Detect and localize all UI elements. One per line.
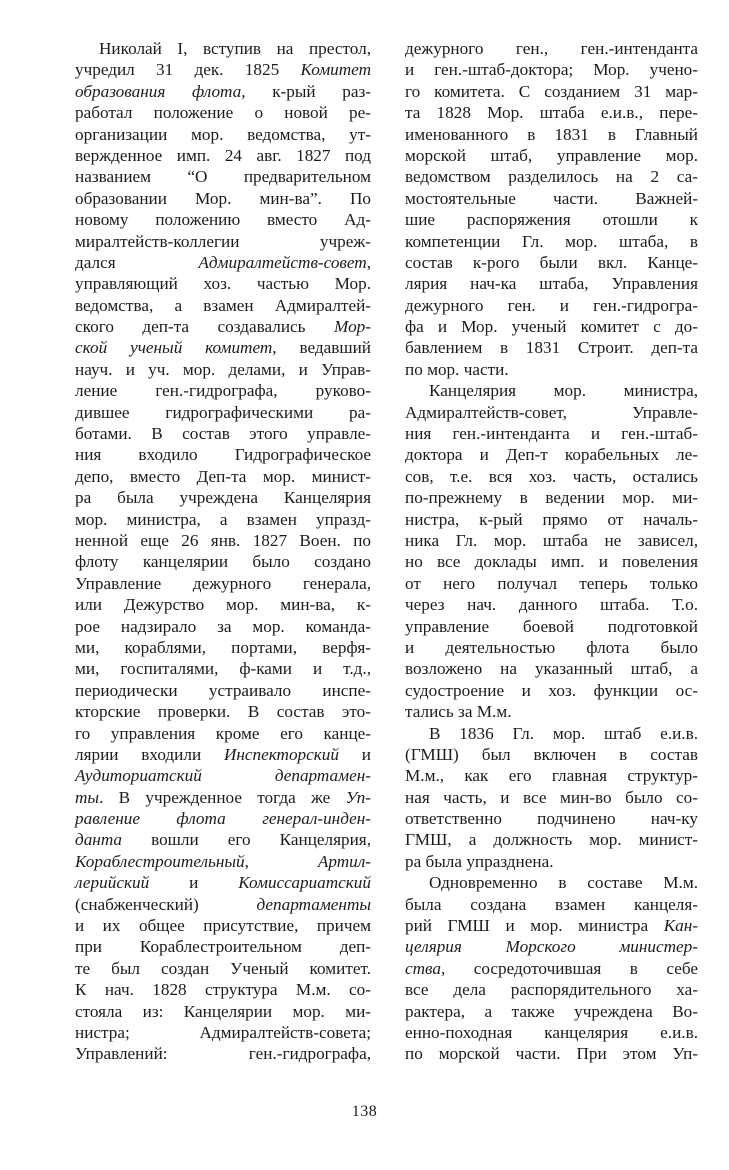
text-segment: шие распоряжения отошли к <box>405 210 698 230</box>
text-segment: и их общее присутствие, причем <box>75 916 371 936</box>
text-segment: ра была упразднена. <box>405 851 554 871</box>
text-segment: Адмиралтейств-совет, Управле- <box>405 402 698 422</box>
italic-term: Аудиториатский департамен- <box>75 766 371 786</box>
left-column-line <box>75 1001 371 1022</box>
left-column-line <box>75 894 371 915</box>
italic-term: ской ученый комитет <box>75 338 273 358</box>
italic-term: Адмиралтейств-совет <box>198 252 367 272</box>
left-text-column <box>75 38 371 1065</box>
right-column-line <box>405 765 698 786</box>
text-segment: компетенции Гл. мор. штаба, в <box>405 231 698 251</box>
right-column-line <box>405 723 698 744</box>
right-column-line <box>405 145 698 166</box>
text-segment: Канцелярия мор. министра, <box>429 381 698 401</box>
text-segment: периодически устраивало инспе- <box>75 680 371 700</box>
right-column-line <box>405 487 698 508</box>
text-segment: вержденное имп. 24 авг. 1827 под <box>75 145 371 165</box>
left-column-line <box>75 680 371 701</box>
right-column-line <box>405 402 698 423</box>
text-segment: именованного в 1831 в Главный <box>405 124 698 144</box>
text-segment: организации мор. ведомства, ут- <box>75 124 371 144</box>
left-column-line <box>75 573 371 594</box>
text-segment: была создана взамен канцеля- <box>405 894 698 914</box>
text-segment: ского деп-та создавались <box>75 317 334 337</box>
text-segment: и деятельностью флота было <box>405 637 698 657</box>
text-segment: ведомства, а взамен Адмиралтей- <box>75 295 371 315</box>
text-segment: Николай I, вступив на престол, <box>99 39 371 58</box>
italic-term: целярия Морского министер- <box>405 937 698 957</box>
italic-term: Инспекторский <box>223 744 339 764</box>
text-segment: и <box>149 873 239 893</box>
text-segment: ненной еще 26 янв. 1827 Воен. по <box>75 530 371 550</box>
left-column-line <box>75 423 371 444</box>
text-segment: состав к-рого были вкл. Канце- <box>405 252 698 272</box>
left-column-line <box>75 188 371 209</box>
left-column-line <box>75 1022 371 1043</box>
left-column-line <box>75 487 371 508</box>
text-segment: ника Гл. мор. штаба не зависел, <box>405 530 698 550</box>
text-segment: фа и Мор. ученый комитет с до- <box>405 317 698 337</box>
text-segment: сов, т.е. вся хоз. часть, остались <box>405 466 698 486</box>
right-column-line <box>405 166 698 187</box>
text-segment: образовании Мор. мин-ва”. По <box>75 188 371 208</box>
italic-term: ства <box>405 958 441 978</box>
right-column-line <box>405 787 698 808</box>
right-column-line <box>405 188 698 209</box>
text-segment: к-рый раз- <box>245 81 372 101</box>
italic-term: Мор- <box>334 317 371 337</box>
right-column-line <box>405 637 698 658</box>
right-column-line <box>405 1043 698 1064</box>
text-segment: нистра, к-рый прямо от началь- <box>405 509 698 529</box>
text-segment: ботами. В состав этого управле- <box>75 424 371 444</box>
text-segment: при Кораблестроительном деп- <box>75 937 371 957</box>
right-column-line <box>405 894 698 915</box>
text-segment: енно-походная канцелярия е.и.в. <box>405 1022 698 1042</box>
text-segment: те был создан Ученый комитет. <box>75 958 371 978</box>
italic-term: образования флота, <box>75 81 246 101</box>
italic-term: Кан- <box>663 916 698 936</box>
left-column-line <box>75 252 371 273</box>
italic-term: Уп- <box>345 787 371 807</box>
right-column-line <box>405 808 698 829</box>
left-column-line <box>75 145 371 166</box>
text-segment: но все доклады имп. и повеления <box>405 552 698 572</box>
right-column-line <box>405 616 698 637</box>
text-segment: ния входило Гидрографическое <box>75 445 371 465</box>
left-column-line <box>75 166 371 187</box>
text-segment: новому положению вместо Ад- <box>75 210 371 230</box>
right-column-line <box>405 209 698 230</box>
left-column-line <box>75 744 371 765</box>
text-segment: через нач. данного штаба. Т.о. <box>405 595 698 615</box>
right-column-line <box>405 295 698 316</box>
text-segment: кторские проверки. В состав это- <box>75 702 371 722</box>
text-segment: лярия нач-ка штаба, Управления <box>405 274 698 294</box>
text-segment: учредил 31 дек. 1825 <box>75 60 301 80</box>
text-segment: , <box>244 851 318 871</box>
page-number: 138 <box>351 1103 378 1120</box>
left-column-line <box>75 915 371 936</box>
right-column-line <box>405 380 698 401</box>
left-column-line <box>75 958 371 979</box>
left-column-line <box>75 936 371 957</box>
left-column-line <box>75 765 371 786</box>
left-column-line <box>75 787 371 808</box>
text-segment: та 1828 Мор. штаба е.и.в., пере- <box>405 103 698 123</box>
text-segment: го управления кроме его канце- <box>75 723 371 743</box>
text-segment: го комитета. С созданием 31 мар- <box>405 81 698 101</box>
left-column-line <box>75 444 371 465</box>
text-segment: дежурного ген. и ген.-гидрогра- <box>405 295 698 315</box>
left-column-line <box>75 509 371 530</box>
right-column-line <box>405 81 698 102</box>
left-column-line <box>75 466 371 487</box>
left-column-line <box>75 979 371 1000</box>
text-segment: ния ген.-интенданта и ген.-штаб- <box>405 424 698 444</box>
text-segment: ми, кораблями, портами, верфя- <box>75 637 371 657</box>
text-segment: К нач. 1828 структура М.м. со- <box>75 980 371 1000</box>
text-segment: ление ген.-гидрографа, руково- <box>75 381 371 401</box>
text-segment: возложено на указанный штаб, а <box>405 659 698 679</box>
right-column-line <box>405 979 698 1000</box>
text-segment: , сосредоточившая в себе <box>440 958 698 978</box>
text-segment: бавлением в 1831 Строит. деп-та <box>405 338 698 358</box>
text-segment: рактера, а также учреждена Во- <box>405 1001 698 1021</box>
text-segment: ГМШ, а должность мор. минист- <box>405 830 698 850</box>
text-segment: тались за М.м. <box>405 702 512 722</box>
right-column-line <box>405 231 698 252</box>
right-column-line <box>405 829 698 850</box>
left-column-line <box>75 359 371 380</box>
left-column-line <box>75 530 371 551</box>
left-column-line <box>75 209 371 230</box>
right-column-line <box>405 1022 698 1043</box>
right-column-line <box>405 701 698 722</box>
right-column-line <box>405 851 698 872</box>
text-segment: работал положение о новой ре- <box>75 103 371 123</box>
left-column-line <box>75 402 371 423</box>
right-column-line <box>405 337 698 358</box>
left-column-line <box>75 124 371 145</box>
right-column-line <box>405 936 698 957</box>
text-segment: Управлений: ген.-гидрографа, <box>75 1044 371 1064</box>
right-column-line <box>405 252 698 273</box>
text-segment: управление боевой подготовкой <box>405 616 698 636</box>
text-segment: судостроение и хоз. функции ос- <box>405 680 698 700</box>
left-column-line <box>75 551 371 572</box>
text-segment: по мор. части. <box>405 359 509 379</box>
text-segment: науч. и уч. мор. делами, и Управ- <box>75 359 371 379</box>
left-column-line <box>75 273 371 294</box>
text-segment: флоту канцелярии было создано <box>75 552 371 572</box>
right-column-line <box>405 59 698 80</box>
right-text-column <box>405 38 698 1065</box>
right-column-line <box>405 530 698 551</box>
text-segment: или Дежурство мор. мин-ва, к- <box>75 595 371 615</box>
left-column-line <box>75 723 371 744</box>
text-segment: доктора и Деп-т корабельных ле- <box>405 445 698 465</box>
left-column-line <box>75 658 371 679</box>
left-column-line <box>75 38 371 59</box>
left-column-line <box>75 1043 371 1064</box>
right-column-line <box>405 102 698 123</box>
text-segment: (снабженческий) <box>75 894 257 914</box>
text-segment: от него получал теперь только <box>405 573 698 593</box>
text-segment: Одновременно в составе М.м. <box>429 873 698 893</box>
right-column-line <box>405 423 698 444</box>
text-segment: миралтейств-коллегии учреж- <box>75 231 371 251</box>
left-column-line <box>75 316 371 337</box>
left-column-line <box>75 59 371 80</box>
text-segment: ная часть, и все мин-во было со- <box>405 787 698 807</box>
text-segment: , <box>366 252 371 272</box>
text-segment: морской штаб, управление мор. <box>405 145 698 165</box>
text-segment: названием “О предварительном <box>75 167 371 187</box>
right-column-line <box>405 958 698 979</box>
left-column-line <box>75 637 371 658</box>
right-column-line <box>405 444 698 465</box>
text-segment: нистра; Адмиралтейств-совета; <box>75 1022 371 1042</box>
left-column-line <box>75 102 371 123</box>
text-segment: , ведавший <box>272 338 371 358</box>
italic-term: департаменты <box>256 894 371 914</box>
left-column-line <box>75 808 371 829</box>
text-segment: стояла из: Канцелярии мор. ми- <box>75 1001 371 1021</box>
text-segment: управляющий хоз. частью Мор. <box>75 274 371 294</box>
left-column-line <box>75 829 371 850</box>
text-segment: рий ГМШ и мор. министра <box>405 916 664 936</box>
text-segment: ведомством разделилось на 2 са- <box>405 167 698 187</box>
left-column-line <box>75 594 371 615</box>
left-column-line <box>75 851 371 872</box>
left-column-line <box>75 872 371 893</box>
text-segment: (ГМШ) был включен в состав <box>405 744 698 764</box>
right-column-line <box>405 744 698 765</box>
text-segment: ответственно подчинено нач-ку <box>405 809 698 829</box>
left-column-line <box>75 616 371 637</box>
left-column-line <box>75 231 371 252</box>
left-column-line <box>75 701 371 722</box>
right-column-line <box>405 509 698 530</box>
text-segment: дившее гидрографическими ра- <box>75 402 371 422</box>
text-segment: . В учрежденное тогда же <box>99 787 346 807</box>
italic-term: ты <box>75 787 100 807</box>
italic-term: Комиссариатский <box>238 873 371 893</box>
right-column-line <box>405 915 698 936</box>
right-column-line <box>405 316 698 337</box>
right-column-line <box>405 124 698 145</box>
italic-term: равление флота генерал-инден- <box>75 809 371 829</box>
text-segment: М.м., как его главная структур- <box>405 766 698 786</box>
text-segment: и ген.-штаб-доктора; Мор. учено- <box>405 60 698 80</box>
right-column-line <box>405 872 698 893</box>
text-segment: ми, госпиталями, ф-ками и т.д., <box>75 659 371 679</box>
left-column-line <box>75 380 371 401</box>
text-segment: дежурного ген., ген.-интенданта <box>405 39 698 58</box>
right-column-line <box>405 359 698 380</box>
text-segment: все дела распорядительного ха- <box>405 980 698 1000</box>
italic-term: Комитет <box>300 60 371 80</box>
text-segment: депо, вместо Деп-та мор. минист- <box>75 466 371 486</box>
text-segment: вошли его Канцелярия, <box>122 830 371 850</box>
text-segment: по морской части. При этом Уп- <box>405 1044 698 1064</box>
italic-term: лерийский <box>75 873 150 893</box>
right-column-line <box>405 466 698 487</box>
text-segment: по-прежнему в ведении мор. ми- <box>405 488 698 508</box>
left-column-line <box>75 295 371 316</box>
text-segment: ра была учреждена Канцелярия <box>75 488 371 508</box>
italic-term: данта <box>75 830 123 850</box>
text-segment: В 1836 Гл. мор. штаб е.и.в. <box>429 723 698 743</box>
italic-term: Артил- <box>317 851 371 871</box>
right-column-line <box>405 594 698 615</box>
right-column-line <box>405 680 698 701</box>
right-column-line <box>405 1001 698 1022</box>
right-column-line <box>405 573 698 594</box>
right-column-line <box>405 658 698 679</box>
text-segment: рое надзирало за мор. команда- <box>75 616 371 636</box>
left-column-line <box>75 337 371 358</box>
text-segment: и <box>339 744 371 764</box>
right-column-line <box>405 551 698 572</box>
text-segment: мостоятельные части. Важней- <box>405 188 698 208</box>
italic-term: Кораблестроительный <box>75 851 245 871</box>
text-segment: мор. министра, а взамен упразд- <box>75 509 371 529</box>
left-column-line <box>75 81 371 102</box>
text-segment: дался <box>75 252 199 272</box>
text-segment: Управление дежурного генерала, <box>75 573 371 593</box>
text-segment: лярии входили <box>75 744 224 764</box>
right-column-line <box>405 273 698 294</box>
right-column-line <box>405 38 698 59</box>
